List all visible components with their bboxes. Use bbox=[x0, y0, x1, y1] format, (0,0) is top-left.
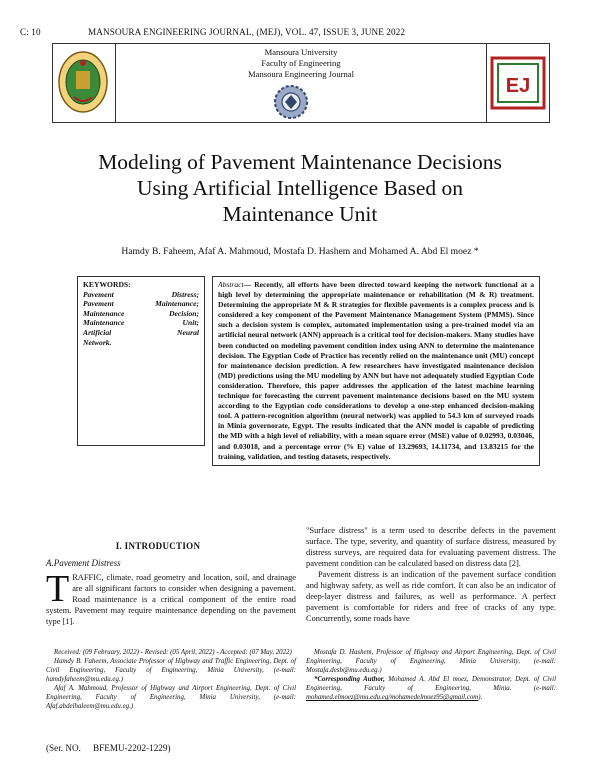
title-line-3: Maintenance Unit bbox=[222, 202, 378, 226]
footnote-author-3: Mostafa D. Hashem, Professor of Highway and Airport Engineering, Dept. of Civil Engineering, Faculty of Engineering, Minia University, (e-mail: Mostafa.desb@mu.edu.eg.) bbox=[306, 649, 556, 674]
section-heading-introduction: I. INTRODUCTION bbox=[115, 541, 201, 551]
corresponding-email-link[interactable]: mohamed.elmoez@mu.edu.eg/mohamedelmoez95@gmail.com bbox=[306, 694, 479, 701]
intro-paragraph-2: "Surface distress" is a term used to describe defects in the pavement surface. The type, severity, and quantity of surface distress, measured by distress surveys, are required data for evaluating pavement distress. The pavement condition can be calculated based on distress data [2]. bbox=[306, 526, 556, 568]
abstract-box bbox=[212, 276, 540, 466]
serial-code: BFEMU-2202-1229) bbox=[92, 743, 171, 753]
drop-cap: T bbox=[46, 568, 70, 610]
journal-line: MANSOURA ENGINEERING JOURNAL, (MEJ), VOL. 47, ISSUE 3, JUNE 2022 bbox=[88, 27, 406, 37]
keyword-line: Artificial Neural bbox=[83, 327, 199, 337]
keyword-line: Maintenance Unit; bbox=[83, 318, 199, 328]
keyword-line: Network. bbox=[83, 337, 112, 347]
footnote-corresponding bbox=[306, 675, 556, 702]
author-list: Hamdy B. Faheem, Afaf A. Mahmoud, Mostafa D. Hashem and Mohamed A. Abd El moez * bbox=[121, 246, 479, 257]
page-label: C: 10 bbox=[20, 27, 41, 37]
abstract-label: Abstract bbox=[218, 280, 244, 289]
serial-number bbox=[46, 743, 171, 753]
keyword-line: Pavement Maintenance; bbox=[83, 299, 199, 309]
keywords-heading: KEYWORDS: bbox=[83, 280, 131, 289]
intro-paragraph-1: RAFFIC, climate, road geometry and location, soil, and drainage are all significant factors to consider when designing a pavement. Road maintenance is a critical component of the entire road system. Pavement may require maintenance depending on the pavement type [1]. bbox=[46, 573, 296, 626]
title-line-1: Modeling of Pavement Maintenance Decisions bbox=[98, 150, 502, 174]
faculty-emblem-icon bbox=[256, 82, 326, 120]
serial-label: (Ser. NO. bbox=[46, 743, 81, 753]
journal-logo-text: EJ bbox=[505, 75, 531, 97]
institution-block bbox=[53, 47, 549, 80]
footnote-received: Received: (09 February, 2022) - Revised: (05 April, 2022) - Accepted: (07 May, 2022) bbox=[54, 649, 292, 656]
corresponding-end: ). bbox=[478, 694, 483, 701]
keyword-line: Maintenance Decision; bbox=[83, 308, 199, 318]
intro-paragraph-3: Pavement distress is an indication of the pavement surface condition and highway safety, as well as ride comfort. It can also be an indicator of deep-layer distress and failures, as well as performance. A perfect pavement is comfortable for riders and free of cracks of any type. Concurrently, some roads have bbox=[306, 570, 556, 623]
corresponding-text: Mohamed A. Abd El moez, Demonstrator, Dept. of Civil Engineering, Faculty of Engineering, Minia. (e-mail: bbox=[306, 676, 556, 692]
journal-banner bbox=[52, 43, 550, 123]
subsection-heading: A.Pavement Distress bbox=[46, 558, 121, 568]
institution-line-1: Mansoura University bbox=[264, 47, 338, 57]
keywords-box bbox=[77, 276, 205, 446]
footnotes-right bbox=[306, 648, 556, 702]
institution-line-2: Faculty of Engineering bbox=[261, 58, 341, 68]
intro-right-column bbox=[306, 525, 556, 624]
footnote-author-1: Hamdy B. Faheem, Associate Professor of Highway and Traffic Engineering, Dept. of Civil Engineering, Faculty of Engineering, Minia University, (e-mail: hamdyfaheem@mu.edu.eg.) bbox=[46, 658, 296, 683]
footnotes-left bbox=[46, 648, 296, 711]
paper-title bbox=[40, 149, 560, 227]
corresponding-label: *Corresponding Author, bbox=[314, 676, 385, 683]
keyword-line: Pavement Distress; bbox=[83, 289, 199, 299]
journal-logo-icon bbox=[490, 56, 546, 110]
institution-line-3: Mansoura Engineering Journal bbox=[248, 69, 354, 79]
abstract-text: — Recently, all efforts have been directed toward keeping the network functional at a high level by determining the appropriate maintenance or rehabilitation (M & R) treatment. Determining the appropriate M & R strategies for flexible pavements is a complex process and is considered a key component of the Pavement Maintenance Management System (PMMS). Since such a decision system is complex, automated implementation using a pre-trained model via an artificial neural network (ANN) approach is a critical tool for decision-makers. Many studies have been conducted on modeling pavement condition index using ANN to determine the maintenance decision. The Egyptian Code of Practice has recently relied on the maintenance unit (MU) concept for maintenance decision prediction. A few researchers have investigated maintenance decision (MD) predictions using the MU modeling by ANN but have not adequately studied Egyptian Code consideration. Therefore, this paper addresses the application of the latest machine learning technique for forecasting the current pavement maintenance decisions based on the MU system according to the Egyptian code considerations to develop a one-step enhanced decision-making tool. A pattern-recognition algorithm (neural network) was applied to 54.3 km of surveyed roads in Minia governorate, Egypt. The results indicated that the ANN model is capable of predicting the MD with a high level of reliability, with a mean square error (MSE) value of 0.02993, 0.03046, and 0.03018, and a percentage error (% E) value of 13.29693, 14.11734, and 13.83215 for the training, validation, and testing datasets, respectively. bbox=[218, 280, 534, 461]
footnote-author-2: Afaf A. Mahmoud, Professor of Highway and Airport Engineering, Dept. of Civil Engineering, Faculty of Engineering, Minia University, (e-mail: Afaf.abdelhaleem@mu.edu.eg.) bbox=[46, 685, 296, 710]
title-line-2: Using Artificial Intelligence Based on bbox=[137, 176, 463, 200]
intro-left-paragraph bbox=[46, 568, 296, 627]
